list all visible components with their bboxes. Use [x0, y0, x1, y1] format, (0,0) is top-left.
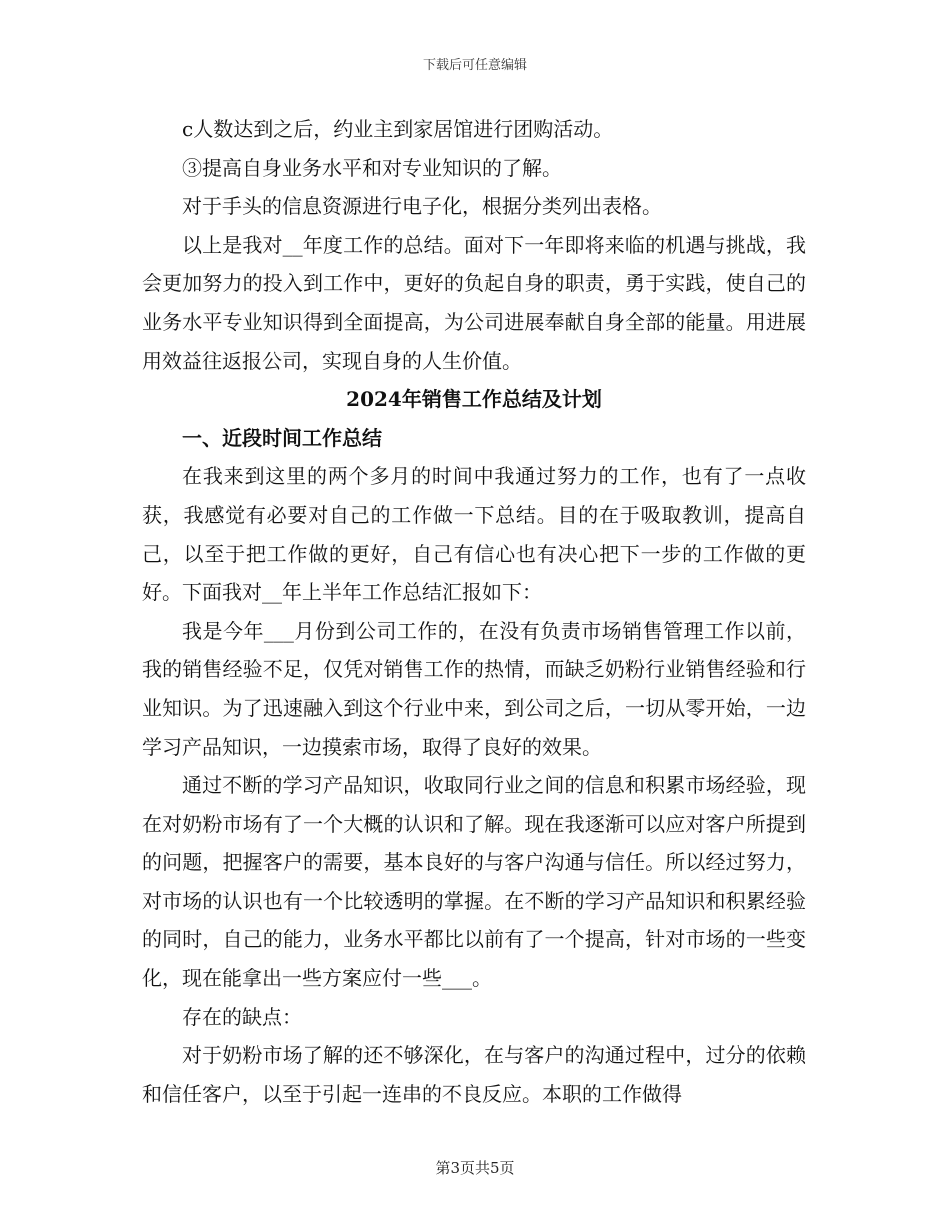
paragraph: c人数达到之后，约业主到家居馆进行团购活动。	[182, 117, 614, 141]
paragraph: 对于手头的信息资源进行电子化，根据分类列出表格。	[182, 194, 662, 219]
paragraph: ③提高自身业务水平和对专业知识的了解。	[182, 155, 562, 180]
paragraph: 通过不断的学习产品知识，收取同行业之间的信息和积累市场经验，现在对奶粉市场有了一个大概的认识和了解。现在我逐渐可以应对客户所提到的问题，把握客户的需要，基本良好的与客户沟通与信任。所以经过努力，对市场的认识也有一个比较透明的掌握。在不断的学习产品知识和积累经验的同时，自己的能力，业务水平都比以前有了一个提高，针对市场的一些变化，现在能拿出一些方案应付一些___。	[142, 773, 806, 991]
paragraph: 我是今年___月份到公司工作的，在没有负责市场销售管理工作以前，我的销售经验不足，仅凭对销售工作的热情，而缺乏奶粉行业销售经验和行业知识。为了迅速融入到这个行业中来，到公司之后，一切从零开始，一边学习产品知识，一边摸索市场，取得了良好的效果。	[142, 618, 806, 759]
paragraph: 以上是我对__年度工作的总结。面对下一年即将来临的机遇与挑战，我会更加努力的投入到工作中，更好的负起自身的职责，勇于实践，使自己的业务水平专业知识得到全面提高，为公司进展奉献自身全部的能量。用进展用效益往返报公司，实现自身的人生价值。	[142, 232, 806, 373]
paragraph: 在我来到这里的两个多月的时间中我通过努力的工作，也有了一点收获，我感觉有必要对自己的工作做一下总结。目的在于吸取教训，提高自己，以至于把工作做的更好，自己有信心也有决心把下一步的工作做的更好。下面我对__年上半年工作总结汇报如下：	[142, 464, 806, 605]
document-body	[142, 110, 806, 1113]
paragraph: 存在的缺点：	[182, 1004, 302, 1029]
page-header: 下载后可任意编辑	[422, 58, 527, 73]
paragraph: 对于奶粉市场了解的还不够深化，在与客户的沟通过程中，过分的依赖和信任客户，以至于引起一连串的不良反应。本职的工作做得	[142, 1043, 806, 1106]
page-footer: 第3页共5页	[435, 1159, 515, 1177]
section-heading: 一、近段时间工作总结	[182, 425, 382, 450]
document-title: 2024年销售工作总结及计划	[346, 387, 602, 412]
